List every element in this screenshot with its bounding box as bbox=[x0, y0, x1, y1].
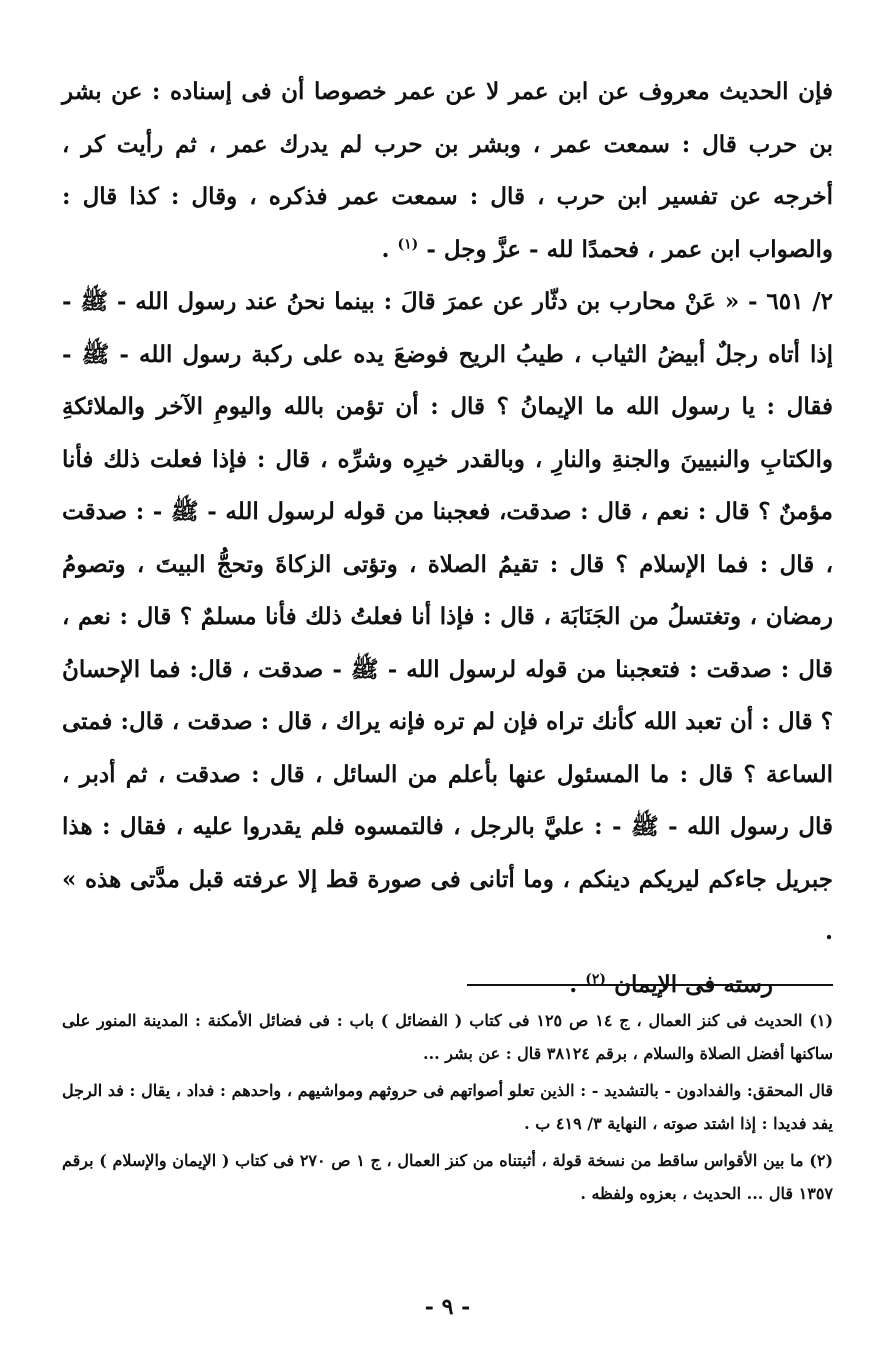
footnote-1: (١) الحديث فى كنز العمال ، ج ١٤ ص ١٢٥ فى كتاب ( الفضائل ) باب : فى فضائل الأمكنة : المدينة المنور على ساكنها أفضل الصلاة والسلام ، برقم ٣٨١٢٤ قال : عن بشر ... bbox=[62, 1011, 834, 1063]
source-end: . bbox=[569, 970, 586, 998]
paragraph-hadith bbox=[62, 276, 833, 959]
hadith-text: ٢/ ٦٥١ - « عَنْ محارب بن دثّار عن عمرَ قالَ : بينما نحنُ عند رسول الله - ﷺ - إذا أتاه رجلٌ أبيضُ الثياب ، طيبُ الريح فوضعَ يده على ركبة رسول الله - ﷺ - فقال : يا رسول الله ما الإيمانُ ؟ قال : أن تؤمن بالله واليومِ الآخر والملائكةِ والكتابِ والنبيينَ والجنةِ والنارِ ، وبالقدر خيرِه وشرِّه ، قال : فإذا فعلت ذلك فأنا مؤمنٌ ؟ قال : نعم ، قال : صدقت، فعجبنا من قوله لرسول الله - ﷺ - : صدقت ، قال : فما الإسلام ؟ قال : تقيمُ الصلاة ، وتؤتى الزكاةَ وتحجُّ البيتَ ، وتصومُ رمضان ، وتغتسلُ من الجَنَابَة ، قال : فإذا أنا فعلتُ ذلك فأنا مسلمٌ ؟ قال : نعم ، قال : صدقت : فتعجبنا من قوله لرسول الله - ﷺ - صدقت ، قال: فما الإحسانُ ؟ قال : أن تعبد الله كأنك تراه فإن لم تره فإنه يراك ، قال : صدقت ، قال: فمتى الساعة ؟ قال : ما المسئول عنها بأعلم من السائل ، قال : صدقت ، ثم أدبر ، قال رسول الله - ﷺ - : عليَّ بالرجل ، فالتمسوه فلم يقدروا عليه ، فقال : هذا جبريل جاءكم ليريكم دينكم ، وما أتانى فى صورة قط إلا عرفته قبل مدَّتى هذه » . bbox=[62, 288, 833, 945]
footnote-divider bbox=[467, 984, 833, 986]
footnotes-section bbox=[62, 1004, 833, 1214]
paragraph-end: . bbox=[381, 235, 398, 263]
footnote-1-note: قال المحقق: والفدادون - بالتشديد - : الذين تعلو أصواتهم فى حروثهم ومواشيهم ، واحدهم : فداد ، يقال : فد الرجل يفد فديدا : إذا اشتد صوته ، النهاية ٣/ ٤١٩ ب . bbox=[62, 1081, 833, 1133]
footnote-ref-2: (٢) bbox=[585, 970, 607, 987]
page-number: - ٩ - bbox=[424, 1294, 471, 1320]
main-text-body bbox=[62, 66, 833, 1011]
paragraph-continuation bbox=[62, 66, 833, 276]
source-text: رسته فى الإيمان bbox=[614, 970, 773, 998]
footnote-2: (٢) ما بين الأقواس ساقط من نسخة قولة ، أثبتناه من كنز العمال ، ج ١ ص ٢٧٠ فى كتاب ( الإيمان والإسلام ) برقم ١٣٥٧ قال ... الحديث ، بعزوه ولفظه . bbox=[62, 1151, 834, 1203]
paragraph-text: فإن الحديث معروف عن ابن عمر لا عن عمر خصوصا أن فى إسناده : عن بشر بن حرب قال : سمعت عمر ، وبشر بن حرب لم يدرك عمر ، ثم رأيت كر ، أخرجه عن تفسير ابن حرب ، قال : سمعت عمر فذكره ، وقال : كذا قال : والصواب ابن عمر ، فحمدًا لله - عزَّ وجل - bbox=[62, 78, 833, 263]
book-page bbox=[62, 66, 833, 1321]
footnote-ref-1: (١) bbox=[397, 235, 419, 252]
